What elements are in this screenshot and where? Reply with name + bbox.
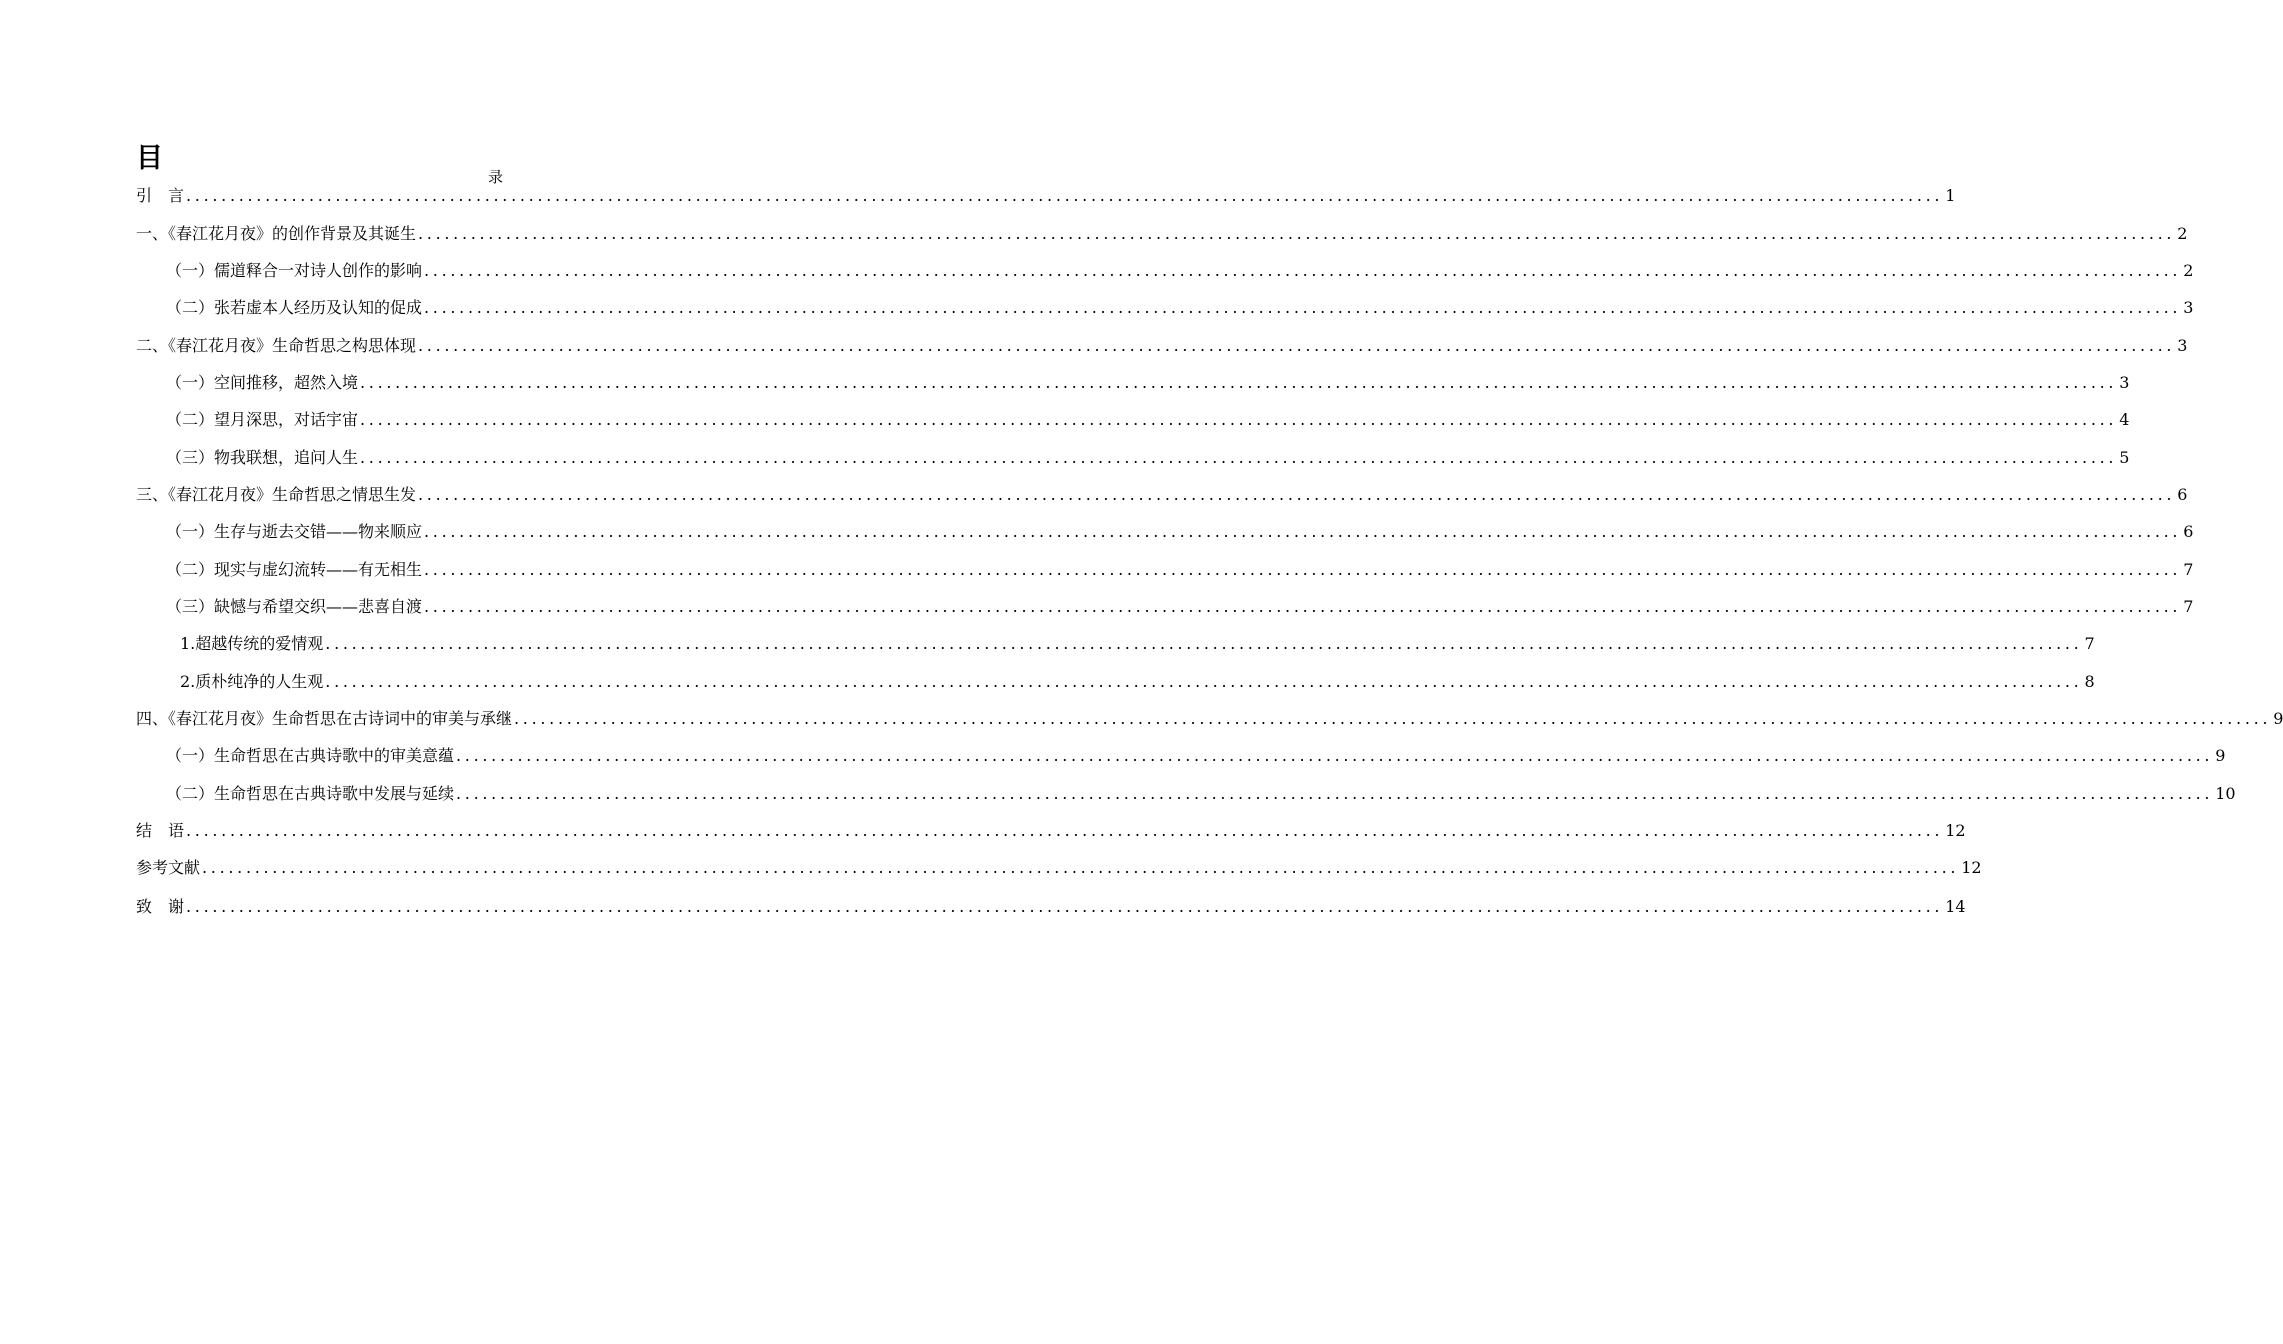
- toc-leader-dots: ........................................................................................................................................................................................................: [186, 897, 1944, 916]
- toc-page-number: 12: [1961, 858, 1982, 877]
- toc-entry-label: 四、《春江花月夜》生命哲思在古诗词中的审美与承继: [136, 709, 513, 728]
- toc-entry-section-1-1[interactable]: [166, 260, 2194, 282]
- toc-entry-label: 1.超越传统的爱情观: [180, 634, 324, 653]
- toc-leader-dots: ........................................................................................................................................................................................................: [424, 522, 2182, 541]
- toc-entry-conclusion[interactable]: [136, 820, 1966, 842]
- toc-title-second-char: 录: [488, 168, 504, 186]
- toc-page-number: 1: [1945, 186, 1956, 205]
- toc-entry-subsection-3-3-2[interactable]: [180, 671, 2095, 693]
- toc-page-number: 6: [2177, 485, 2188, 504]
- toc-entry-section-4-1[interactable]: [166, 745, 2226, 767]
- toc-entry-label: （一）空间推移，超然入境: [166, 373, 359, 392]
- toc-page-number: 4: [2119, 410, 2130, 429]
- toc-leader-dots: ........................................................................................................................................................................................................: [325, 672, 2083, 691]
- toc-page-number: 7: [2183, 597, 2194, 616]
- toc-leader-dots: ........................................................................................................................................................................................................: [418, 224, 2176, 243]
- toc-leader-dots: ........................................................................................................................................................................................................: [360, 410, 2118, 429]
- toc-leader-dots: ........................................................................................................................................................................................................: [418, 485, 2176, 504]
- toc-leader-dots: ........................................................................................................................................................................................................: [418, 336, 2176, 355]
- toc-entry-acknowledgements[interactable]: [136, 896, 1966, 918]
- toc-leader-dots: ........................................................................................................................................................................................................: [424, 560, 2182, 579]
- toc-page-number: 5: [2119, 448, 2130, 467]
- toc-page-number: 8: [2084, 672, 2095, 691]
- toc-title-first-char: 目: [136, 143, 163, 174]
- toc-entry-label: （二）生命哲思在古典诗歌中发展与延续: [166, 784, 455, 803]
- toc-entry-intro[interactable]: [136, 185, 1956, 207]
- toc-entry-section-2-2[interactable]: [166, 409, 2130, 431]
- toc-page-number: 3: [2183, 298, 2194, 317]
- toc-entry-chapter-4[interactable]: [136, 708, 2283, 730]
- toc-leader-dots: ........................................................................................................................................................................................................: [202, 858, 1960, 877]
- toc-entry-section-3-3[interactable]: [166, 596, 2194, 618]
- toc-entry-label: （二）张若虚本人经历及认知的促成: [166, 298, 423, 317]
- toc-leader-dots: ........................................................................................................................................................................................................: [325, 634, 2083, 653]
- toc-page-number: 2: [2183, 261, 2194, 280]
- toc-entry-label: （一）生存与逝去交错——物来顺应: [166, 522, 423, 541]
- toc-page-number: 2: [2177, 224, 2188, 243]
- toc-leader-dots: ........................................................................................................................................................................................................: [360, 448, 2118, 467]
- toc-page-number: 3: [2177, 336, 2188, 355]
- toc-page-number: 9: [2215, 746, 2226, 765]
- toc-entry-label: 结 语: [136, 821, 185, 840]
- toc-page-number: 10: [2215, 784, 2236, 803]
- toc-entry-section-1-2[interactable]: [166, 297, 2194, 319]
- toc-entry-label: （三）物我联想，追问人生: [166, 448, 359, 467]
- toc-entry-label: 一、《春江花月夜》的创作背景及其诞生: [136, 224, 417, 243]
- toc-entry-label: （二）现实与虚幻流转——有无相生: [166, 560, 423, 579]
- toc-entry-label: 二、《春江花月夜》生命哲思之构思体现: [136, 336, 417, 355]
- toc-entry-label: 引 言: [136, 186, 185, 205]
- toc-entry-section-3-1[interactable]: [166, 521, 2194, 543]
- toc-entry-label: （三）缺憾与希望交织——悲喜自渡: [166, 597, 423, 616]
- toc-leader-dots: ........................................................................................................................................................................................................: [424, 261, 2182, 280]
- toc-entry-label: （一）生命哲思在古典诗歌中的审美意蕴: [166, 746, 455, 765]
- toc-entry-label: （二）望月深思，对话宇宙: [166, 410, 359, 429]
- toc-entry-section-2-1[interactable]: [166, 372, 2130, 394]
- toc-entry-label: 参考文献: [136, 858, 201, 877]
- toc-page-number: 12: [1945, 821, 1966, 840]
- toc-page-number: 14: [1945, 897, 1966, 916]
- toc-entry-label: 致 谢: [136, 897, 185, 916]
- toc-entry-references[interactable]: [136, 857, 1982, 879]
- toc-entry-label: （一）儒道释合一对诗人创作的影响: [166, 261, 423, 280]
- toc-entry-label: 三、《春江花月夜》生命哲思之情思生发: [136, 485, 417, 504]
- toc-leader-dots: ........................................................................................................................................................................................................: [186, 821, 1944, 840]
- toc-page-number: 7: [2183, 560, 2194, 579]
- toc-entry-label: 2.质朴纯净的人生观: [180, 672, 324, 691]
- toc-page-number: 3: [2119, 373, 2130, 392]
- toc-page-number: 9: [2273, 709, 2283, 728]
- toc-entry-chapter-3[interactable]: [136, 484, 2188, 506]
- toc-entry-subsection-3-3-1[interactable]: [180, 633, 2095, 655]
- toc-entry-chapter-1[interactable]: [136, 223, 2188, 245]
- toc-leader-dots: ........................................................................................................................................................................................................: [424, 597, 2182, 616]
- toc-entry-section-4-2[interactable]: [166, 783, 2236, 805]
- toc-page-number: 7: [2084, 634, 2095, 653]
- toc-leader-dots: ........................................................................................................................................................................................................: [186, 186, 1944, 205]
- toc-leader-dots: ........................................................................................................................................................................................................: [424, 298, 2182, 317]
- toc-page-number: 6: [2183, 522, 2194, 541]
- toc-leader-dots: ........................................................................................................................................................................................................: [456, 784, 2214, 803]
- toc-leader-dots: ........................................................................................................................................................................................................: [360, 373, 2118, 392]
- toc-leader-dots: ........................................................................................................................................................................................................: [514, 709, 2272, 728]
- toc-entry-section-2-3[interactable]: [166, 447, 2130, 469]
- toc-leader-dots: ........................................................................................................................................................................................................: [456, 746, 2214, 765]
- toc-entry-chapter-2[interactable]: [136, 335, 2188, 357]
- toc-entry-section-3-2[interactable]: [166, 559, 2194, 581]
